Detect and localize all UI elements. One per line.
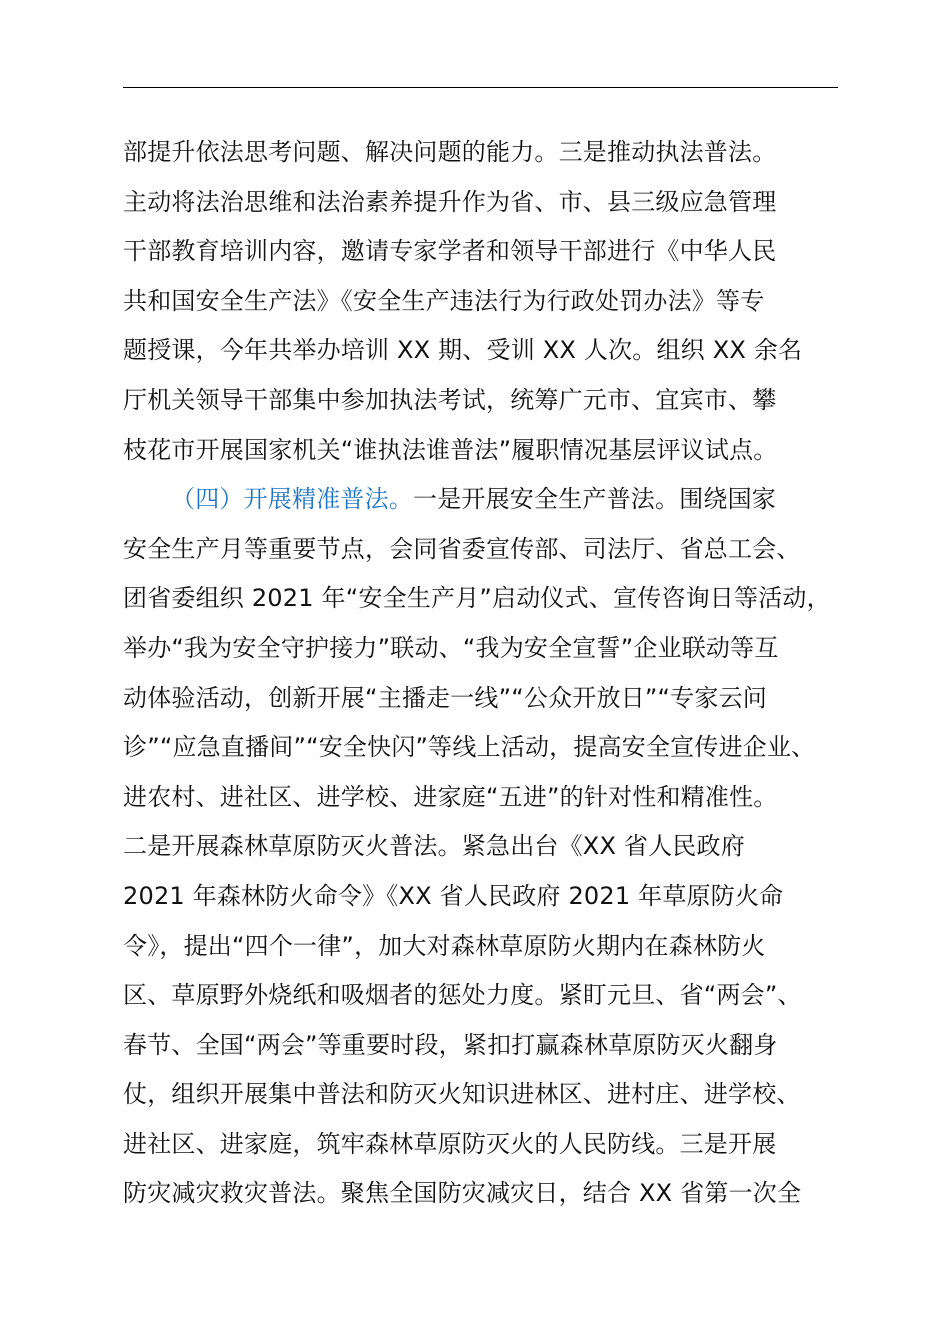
text-line: 防灾减灾救灾普法。聚焦全国防灾减灾日，结合 XX 省第一次全: [123, 1179, 802, 1208]
text-line: 令》，提出“四个一律”，加大对森林草原防火期内在森林防火: [123, 931, 766, 960]
text-line: 团省委组织 2021 年“安全生产月”启动仪式、宣传咨询日等活动，: [123, 584, 831, 613]
text-line: 2021 年森林防火命令》《XX 省人民政府 2021 年草原防火命: [123, 881, 784, 910]
body-text: [123, 128, 863, 1219]
text-line: 春节、全国“两会”等重要时段，紧扣打赢森林草原防灭火翻身: [123, 1030, 778, 1059]
section-4-heading: （四）开展精准普法。: [171, 485, 413, 514]
text-line: 共和国安全生产法》《安全生产违法行为行政处罚办法》等专: [123, 286, 765, 315]
text-line: 举办“我为安全守护接力”联动、“我为安全宣誓”企业联动等互: [123, 633, 779, 662]
text-line: 题授课，今年共举办培训 XX 期、受训 XX 人次。组织 XX 余名: [123, 336, 803, 365]
section-4-first-line-text: 一是开展安全生产普法。围绕国家: [413, 485, 776, 514]
text-line: 进农村、进社区、进学校、进家庭“五进”的针对性和精准性。: [123, 782, 778, 811]
text-line: 区、草原野外烧纸和吸烟者的惩处力度。紧盯元旦、省“两会”、: [123, 981, 802, 1010]
text-line: 仗，组织开展集中普法和防灭火知识进林区、进村庄、进学校、: [123, 1080, 801, 1109]
text-line: 枝花市开展国家机关“谁执法谁普法”履职情况基层评议试点。: [123, 435, 778, 464]
text-line: 进社区、进家庭，筑牢森林草原防灭火的人民防线。三是开展: [123, 1129, 777, 1158]
text-line: 主动将法治思维和法治素养提升作为省、市、县三级应急管理: [123, 187, 777, 216]
text-line: 干部教育培训内容，邀请专家学者和领导干部进行《中华人民: [123, 237, 777, 266]
text-line: 动体验活动，创新开展“主播走一线”“公众开放日”“专家云问: [123, 683, 767, 712]
header-rule: [123, 87, 838, 88]
section-4-first-line: [123, 475, 863, 525]
text-line: 部提升依法思考问题、解决问题的能力。三是推动执法普法。: [123, 138, 777, 166]
text-line: 二是开展森林草原防灭火普法。紧急出台《XX 省人民政府: [123, 832, 745, 861]
text-line: 安全生产月等重要节点，会同省委宣传部、司法厅、省总工会、: [123, 534, 801, 563]
text-line: 诊”“应急直播间”“安全快闪”等线上活动，提高安全宣传进企业、: [123, 733, 816, 762]
text-line: 厅机关领导干部集中参加执法考试，统筹广元市、宜宾市、攀: [123, 385, 777, 414]
